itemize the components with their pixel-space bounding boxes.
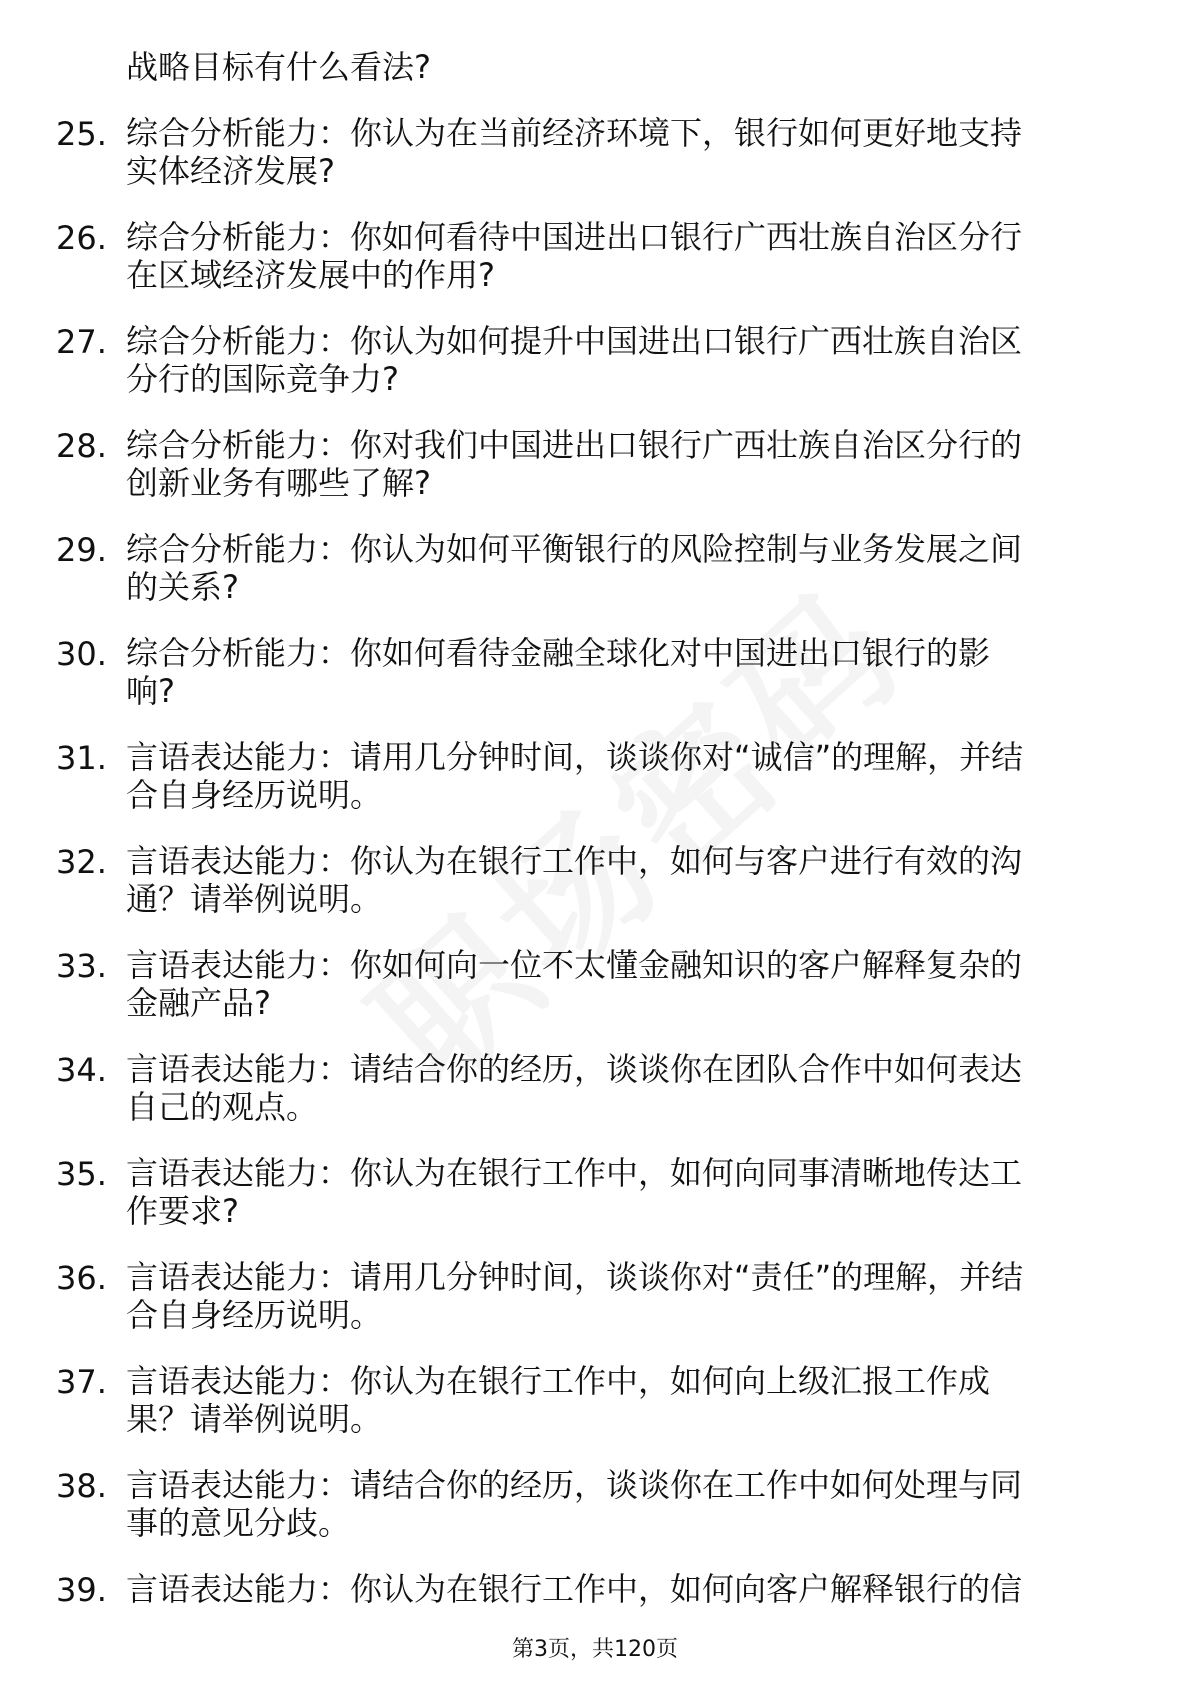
question-text bbox=[126, 1362, 1106, 1438]
question-text bbox=[126, 738, 1106, 814]
question-line: 言语表达能力：请用几分钟时间，谈谈你对“诚信”的理解，并结 bbox=[126, 738, 1024, 776]
question-line: 言语表达能力：你认为在银行工作中，如何向上级汇报工作成 bbox=[126, 1362, 991, 1400]
question-line: 综合分析能力：你如何看待金融全球化对中国进出口银行的影 bbox=[126, 634, 991, 672]
question-line: 自己的观点。 bbox=[126, 1088, 319, 1126]
question-text bbox=[126, 218, 1106, 294]
question-number: 28. bbox=[56, 427, 107, 465]
question-line: 金融产品? bbox=[126, 984, 271, 1022]
question-number: 32. bbox=[56, 843, 107, 881]
question-text bbox=[126, 634, 1106, 710]
question-line: 创新业务有哪些了解? bbox=[126, 464, 431, 502]
question-line: 言语表达能力：请用几分钟时间，谈谈你对“责任”的理解，并结 bbox=[126, 1258, 1024, 1296]
question-number: 38. bbox=[56, 1467, 107, 1505]
question-line: 言语表达能力：你认为在银行工作中，如何向同事清晰地传达工 bbox=[126, 1154, 1023, 1192]
question-line: 实体经济发展? bbox=[126, 152, 335, 190]
question-text bbox=[126, 1258, 1106, 1334]
question-item bbox=[0, 842, 1190, 946]
question-number: 30. bbox=[56, 635, 107, 673]
question-line: 言语表达能力：你认为在银行工作中，如何向客户解释银行的信 bbox=[126, 1570, 1023, 1608]
question-line: 事的意见分歧。 bbox=[126, 1504, 351, 1542]
question-text bbox=[126, 1154, 1106, 1230]
question-line: 综合分析能力：你认为在当前经济环境下，银行如何更好地支持 bbox=[126, 114, 1023, 152]
question-number: 25. bbox=[56, 115, 107, 153]
question-line: 果？请举例说明。 bbox=[126, 1400, 383, 1438]
question-text bbox=[126, 1466, 1106, 1542]
question-number: 37. bbox=[56, 1363, 107, 1401]
question-text bbox=[126, 114, 1106, 190]
question-line: 合自身经历说明。 bbox=[126, 776, 383, 814]
question-item bbox=[0, 530, 1190, 634]
question-number: 35. bbox=[56, 1155, 107, 1193]
question-line: 综合分析能力：你如何看待中国进出口银行广西壮族自治区分行 bbox=[126, 218, 1023, 256]
page-footer: 第3页，共120页 bbox=[512, 1637, 678, 1662]
question-item bbox=[0, 322, 1190, 426]
question-line: 合自身经历说明。 bbox=[126, 1296, 383, 1334]
question-item bbox=[0, 426, 1190, 530]
question-line: 响? bbox=[126, 672, 175, 710]
question-line: 作要求? bbox=[126, 1192, 239, 1230]
question-text bbox=[126, 842, 1106, 918]
question-line: 通？请举例说明。 bbox=[126, 880, 383, 918]
question-number: 31. bbox=[56, 739, 107, 777]
question-item bbox=[0, 1362, 1190, 1466]
question-item bbox=[0, 946, 1190, 1050]
question-text bbox=[126, 530, 1106, 606]
question-number: 33. bbox=[56, 947, 107, 985]
continued-question-text: 战略目标有什么看法? bbox=[126, 48, 431, 86]
question-number: 26. bbox=[56, 219, 107, 257]
question-text bbox=[126, 426, 1106, 502]
question-text bbox=[126, 946, 1106, 1022]
question-item bbox=[0, 1050, 1190, 1154]
question-number: 27. bbox=[56, 323, 107, 361]
question-list bbox=[0, 114, 1190, 1674]
question-line: 综合分析能力：你认为如何提升中国进出口银行广西壮族自治区 bbox=[126, 322, 1023, 360]
question-line: 言语表达能力：你认为在银行工作中，如何与客户进行有效的沟 bbox=[126, 842, 1023, 880]
question-item bbox=[0, 1154, 1190, 1258]
question-item bbox=[0, 1466, 1190, 1570]
question-number: 34. bbox=[56, 1051, 107, 1089]
question-item bbox=[0, 218, 1190, 322]
question-number: 29. bbox=[56, 531, 107, 569]
question-item bbox=[0, 114, 1190, 218]
question-item bbox=[0, 634, 1190, 738]
question-item bbox=[0, 738, 1190, 842]
question-line: 综合分析能力：你认为如何平衡银行的风险控制与业务发展之间 bbox=[126, 530, 1023, 568]
question-line: 言语表达能力：你如何向一位不太懂金融知识的客户解释复杂的 bbox=[126, 946, 1023, 984]
question-line: 分行的国际竞争力? bbox=[126, 360, 399, 398]
question-line: 言语表达能力：请结合你的经历，谈谈你在工作中如何处理与同 bbox=[126, 1466, 1023, 1504]
question-line: 综合分析能力：你对我们中国进出口银行广西壮族自治区分行的 bbox=[126, 426, 1023, 464]
question-text bbox=[126, 1570, 1106, 1608]
question-line: 言语表达能力：请结合你的经历，谈谈你在团队合作中如何表达 bbox=[126, 1050, 1023, 1088]
question-line: 的关系? bbox=[126, 568, 239, 606]
question-text bbox=[126, 1050, 1106, 1126]
question-item bbox=[0, 1258, 1190, 1362]
question-text bbox=[126, 322, 1106, 398]
question-number: 39. bbox=[56, 1571, 107, 1609]
question-number: 36. bbox=[56, 1259, 107, 1297]
question-line: 在区域经济发展中的作用? bbox=[126, 256, 495, 294]
